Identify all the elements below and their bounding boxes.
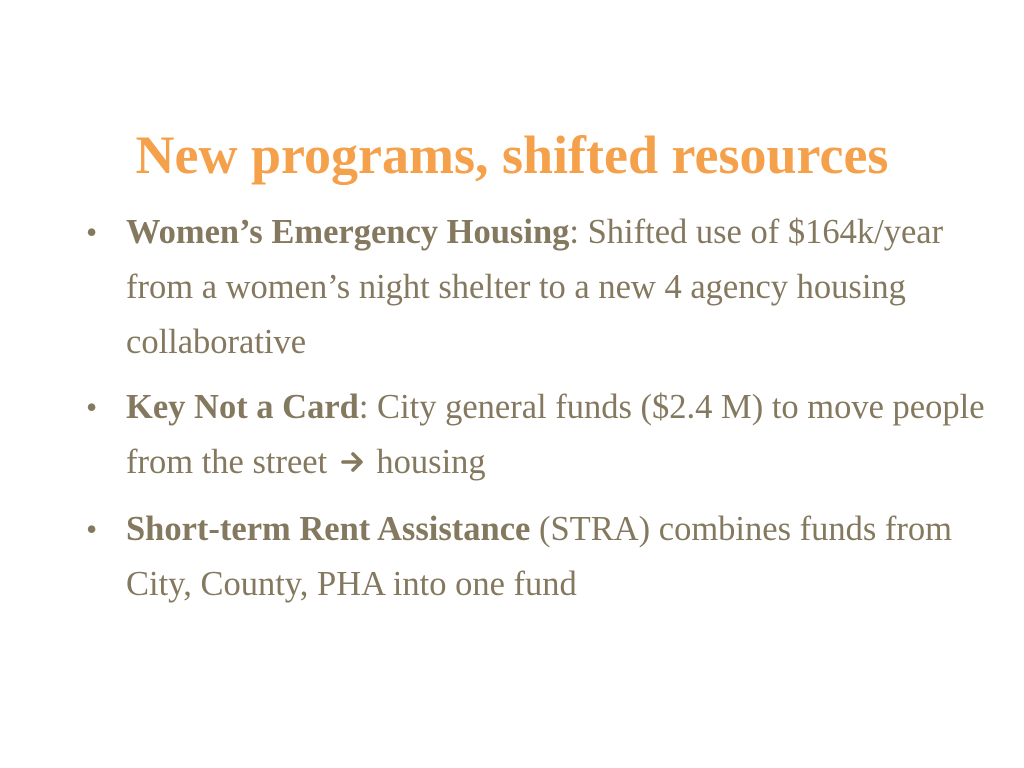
- bullet-list: [86, 205, 991, 622]
- bullet-text: (STRA) combines funds from City, County, PHA into one fund: [126, 510, 952, 603]
- bullet-dot: •: [86, 389, 98, 425]
- bullet-text-after-arrow: housing: [367, 443, 486, 481]
- right-arrow-icon: [340, 437, 366, 492]
- bullet-dot: •: [86, 214, 98, 250]
- bullet-text: : Shifted use of $164k/year from a women’s night shelter to a new 4 agency housing collaborative: [126, 213, 944, 361]
- bullet-heading: Women’s Emergency Housing: [126, 213, 570, 251]
- bullet-item-womens-emergency-housing: [86, 205, 991, 370]
- slide-title: New programs, shifted resources: [135, 125, 889, 186]
- bullet-text: : City general funds ($2.4 M) to move people from the street: [126, 388, 985, 481]
- bullet-item-key-not-a-card: [86, 380, 991, 492]
- bullet-item-short-term-rent-assistance: [86, 502, 991, 612]
- bullet-heading: Key Not a Card: [126, 388, 359, 426]
- bullet-heading: Short-term Rent Assistance: [126, 510, 531, 548]
- bullet-dot: •: [86, 511, 98, 547]
